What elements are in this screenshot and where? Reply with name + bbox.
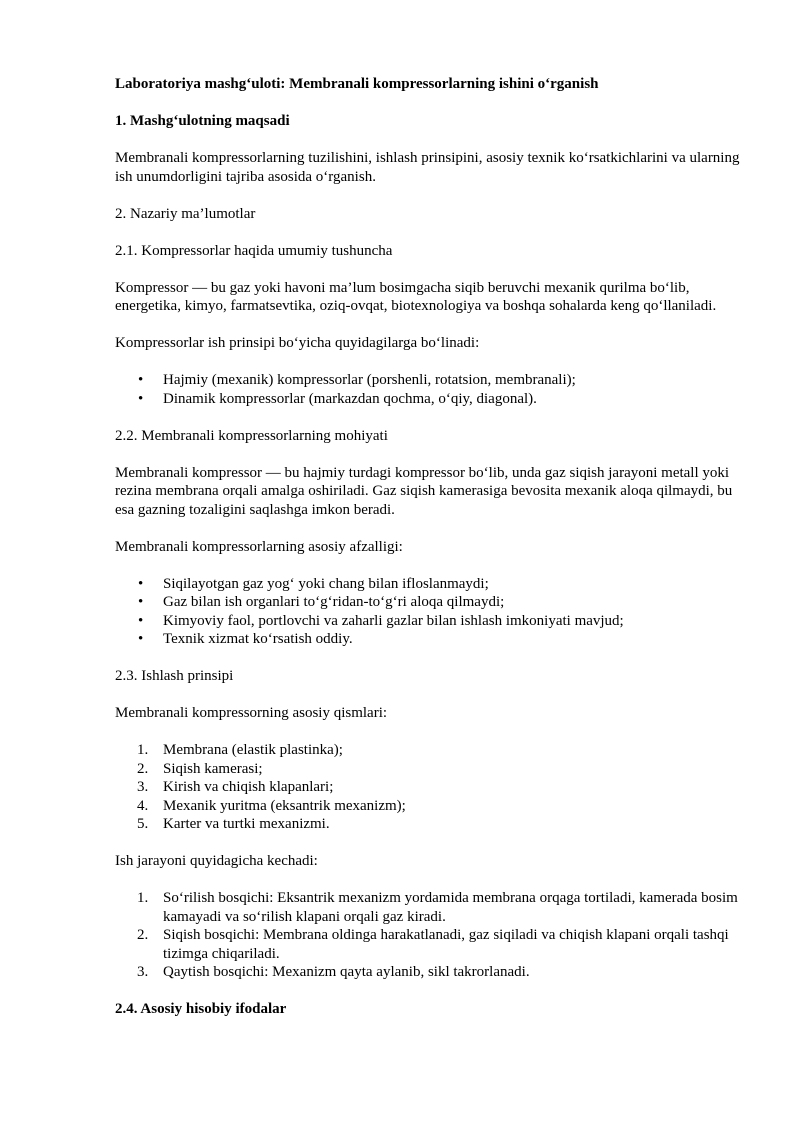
advantages-list [115, 575, 755, 649]
parts-intro-paragraph: Membranali kompressorning asosiy qismlari: [115, 705, 388, 721]
types-intro-paragraph: Kompressorlar ish prinsipi bo‘yicha quyidagilarga bo‘linadi: [115, 335, 480, 351]
list-item: • Siqilayotgan gaz yog‘ yoki chang bilan ifloslanmaydi; [138, 575, 489, 592]
list-item: • Hajmiy (mexanik) kompressorlar (porshenli, rotatsion, membranali); [138, 372, 576, 388]
parts-list [115, 741, 755, 834]
section-heading-essence: 2.2. Membranali kompressorlarning mohiyati [115, 427, 388, 444]
goal-paragraph: Membranali kompressorlarning tuzilishini, ishlash prinsipini, asosiy texnik ko‘rsatkichlarini va ularning ish unumdorligini tajriba asosida o‘rganish. [115, 150, 740, 185]
list-item: 3. Qaytish bosqichi: Mexanizm qayta aylanib, sikl takrorlanadi. [137, 964, 530, 980]
bullet-icon: • [138, 372, 144, 388]
bullet-icon: • [138, 594, 144, 610]
list-number: 5. [137, 816, 149, 832]
list-number: 3. [137, 964, 149, 980]
process-intro-paragraph: Ish jarayoni quyidagicha kechadi: [115, 853, 318, 869]
section-heading-formulas: 2.4. Asosiy hisobiy ifodalar [115, 1001, 287, 1017]
list-item: • Gaz bilan ish organlari to‘g‘ridan-to‘g‘ri aloqa qilmaydi; [138, 594, 505, 610]
bullet-icon: • [138, 390, 144, 407]
bullet-icon: • [138, 575, 144, 592]
list-item: 2. Siqish bosqichi: Membrana oldinga harakatlanadi, gaz siqiladi va chiqish klapani orqali tashqi tizimga chiqariladi. [137, 927, 729, 962]
bullet-icon: • [138, 612, 144, 629]
list-item: • Kimyoviy faol, portlovchi va zaharli gazlar bilan ishlash imkoniyati mavjud; [138, 612, 624, 629]
compressor-types-list [115, 371, 755, 408]
section-heading-general: 2.1. Kompressorlar haqida umumiy tushuncha [115, 242, 393, 259]
list-number: 2. [137, 927, 149, 943]
bullet-icon: • [138, 631, 144, 647]
advantages-intro-paragraph: Membranali kompressorlarning asosiy afzalligi: [115, 538, 403, 555]
list-item: 4. Mexanik yuritma (eksantrik mexanizm); [137, 797, 406, 814]
list-number: 2. [137, 760, 149, 777]
list-number: 3. [137, 779, 149, 795]
list-number: 1. [137, 890, 149, 906]
list-item: 3. Kirish va chiqish klapanlari; [137, 779, 334, 795]
list-item: • Dinamik kompressorlar (markazdan qochma, o‘qiy, diagonal). [138, 390, 537, 407]
section-heading-principle: 2.3. Ishlash prinsipi [115, 668, 234, 684]
list-item: • Texnik xizmat ko‘rsatish oddiy. [138, 631, 353, 647]
list-item: 5. Karter va turtki mexanizmi. [137, 816, 330, 832]
process-list [115, 889, 755, 982]
section-heading-goal: 1. Mashg‘ulotning maqsadi [115, 113, 290, 129]
list-item: 2. Siqish kamerasi; [137, 760, 263, 777]
section-heading-theory: 2. Nazariy ma’lumotlar [115, 205, 256, 222]
list-number: 1. [137, 742, 149, 758]
list-item: 1. Membrana (elastik plastinka); [137, 742, 343, 758]
membrane-definition-paragraph: Membranali kompressor — bu hajmiy turdagi kompressor bo‘lib, unda gaz siqish jarayoni metall yoki rezina membrana orqali amalga oshiriladi. Gaz siqish kamerasiga bevosita mexanik aloqa qilmaydi, bu esa gazning tozaligini saqlashga imkon beradi. [115, 464, 733, 518]
compressor-definition-paragraph: Kompressor — bu gaz yoki havoni ma’lum bosimgacha siqib beruvchi mexanik qurilma bo‘lib, energetika, kimyo, farmatsevtika, oziq-ovqat, biotexnologiya va boshqa sohalarda keng qo‘llaniladi. [115, 279, 717, 314]
list-item: 1. So‘rilish bosqichi: Eksantrik mexanizm yordamida membrana orqaga tortiladi, kamerada bosim kamayadi va so‘rilish klapani orqali gaz kiradi. [137, 890, 738, 925]
document-title: Laboratoriya mashg‘uloti: Membranali kompressorlarning ishini o‘rganish [115, 76, 599, 92]
list-number: 4. [137, 797, 149, 814]
document-page [115, 75, 755, 1037]
